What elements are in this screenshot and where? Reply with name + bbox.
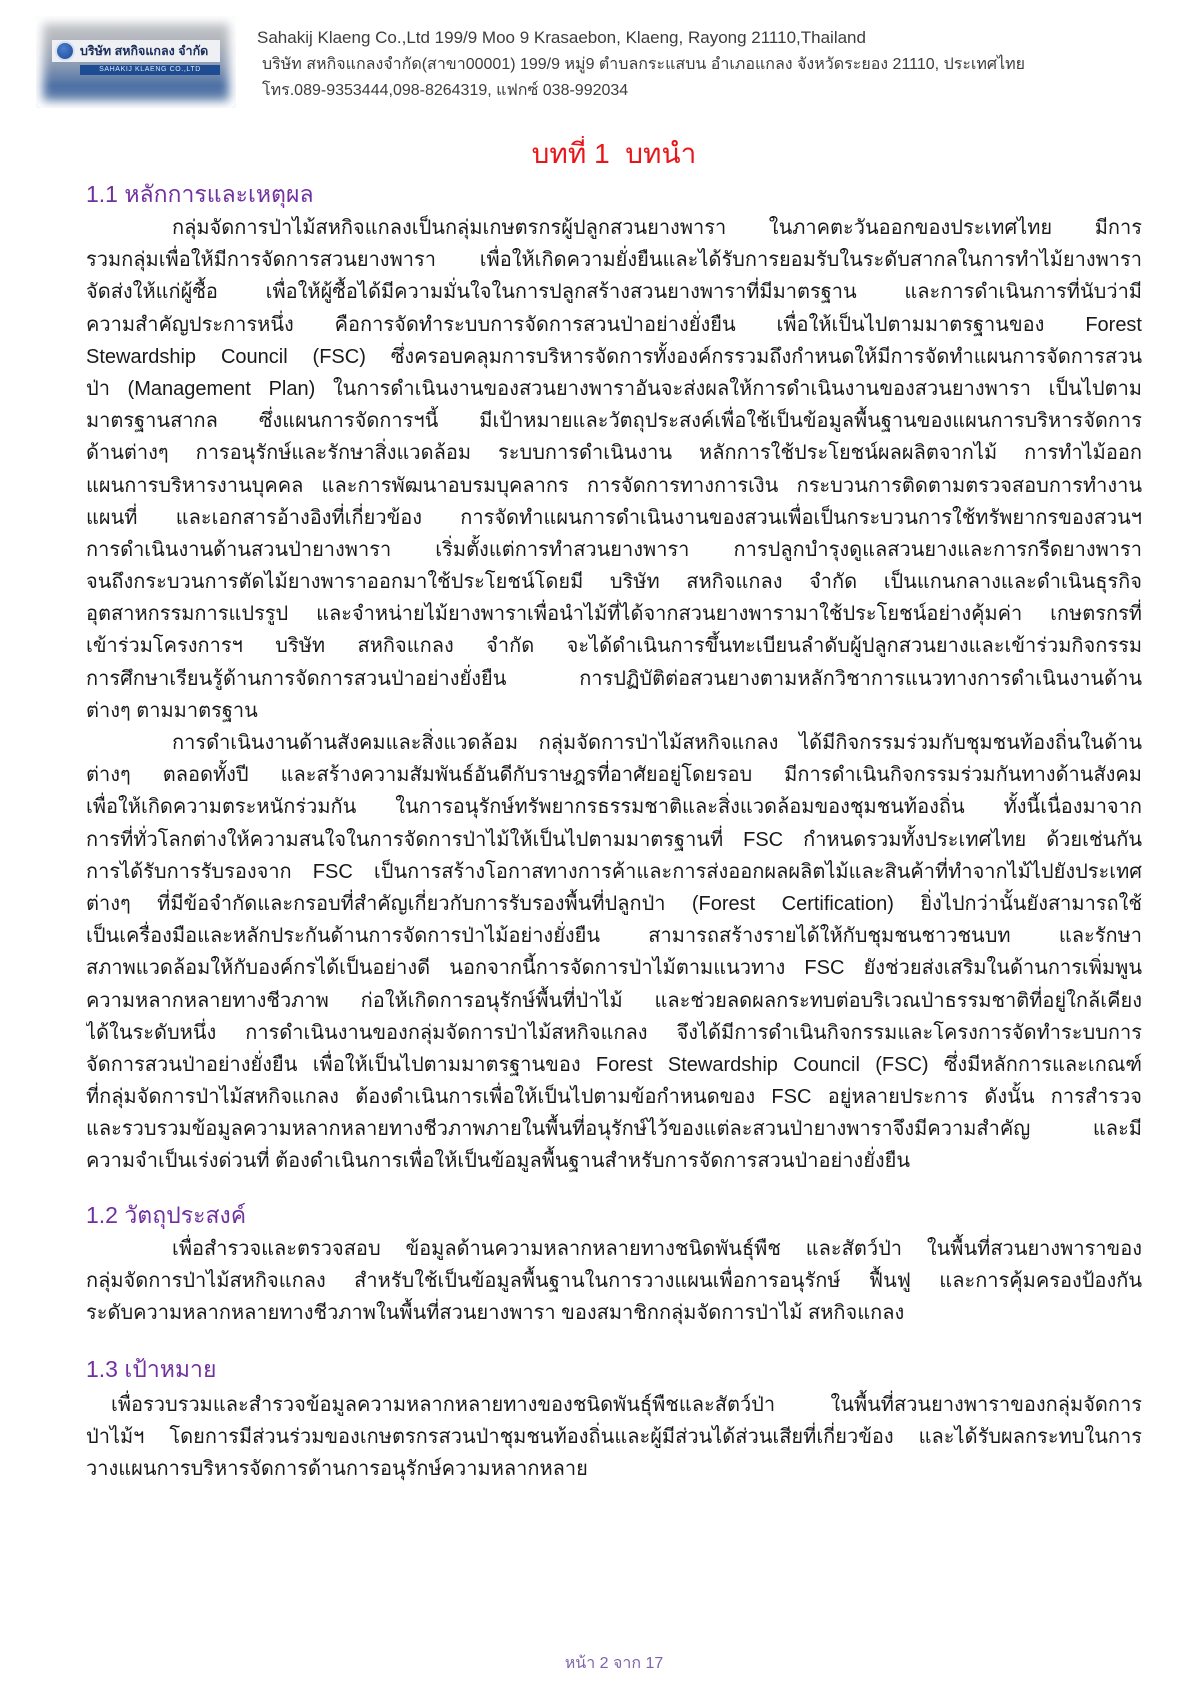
paragraph-line: การดำเนินงานด้านสังคมและสิ่งแวดล้อม กลุ่มจัดการป่าไม้สหกิจแกลง ได้มีกิจกรรมร่วมกับชุมชนท้องถิ่นในด้าน — [172, 732, 1142, 754]
paragraph-line: การศึกษาเรียนรู้ด้านการจัดการสวนป่าอย่างยั่งยืน การปฏิบัติต่อสวนยางตามหลักวิชาการแนวทางการดำเนินงานด้าน — [86, 667, 1142, 690]
section-heading-targets: 1.3 เป้าหมาย — [86, 1356, 217, 1382]
paragraph-line: การได้รับการรับรองจาก FSC เป็นการสร้างโอกาสทางการค้าและการส่งออกผลผลิตไม้และสินค้าที่ทำจากไม้ไปยังประเทศ — [86, 860, 1142, 883]
section-heading-principles: 1.1 หลักการและเหตุผล — [86, 181, 314, 207]
paragraph-line: กลุ่มจัดการป่าไม้สหกิจแกลงเป็นกลุ่มเกษตรกรผู้ปลูกสวนยางพารา ในภาคตะวันออกของประเทศไทย มีการ — [172, 217, 1142, 239]
paragraph-line: ที่กลุ่มจัดการป่าไม้สหกิจแกลง ต้องดำเนินการเพื่อให้เป็นไปตามข้อกำหนดของ FSC อยู่หลายประการ ดังนั้น การสำรวจ — [86, 1086, 1142, 1109]
paragraph-line: เพื่อให้เกิดความตระหนักร่วมกัน ในการอนุรักษ์ทรัพยากรธรรมชาติและสิ่งแวดล้อมของชุมชนท้องถิ่น ทั้งนี้เนื่องมาจาก — [86, 796, 1142, 819]
chapter-title: บทที่ 1 บทนำ — [531, 138, 697, 169]
paragraph-line: เข้าร่วมโครงการฯ บริษัท สหกิจแกลง จำกัด จะได้ดำเนินการขึ้นทะเบียนลำดับผู้ปลูกสวนยางและเข้าร่วมกิจกรรม — [86, 635, 1142, 658]
paragraph-line: วางแผนการบริหารจัดการด้านการอนุรักษ์ความหลากหลาย — [86, 1458, 588, 1481]
address-thai: บริษัท สหกิจแกลงจำกัด(สาขา00001) 199/9 หมู่9 ตำบลกระแสบน อำเภอแกลง จังหวัดระยอง 21110, ประเทศไทย — [262, 55, 1026, 73]
paragraph-line: ความหลากหลายทางชีวภาพ ก่อให้เกิดการอนุรักษ์พื้นที่ป่าไม้ และช่วยลดผลกระทบต่อบริเวณป่าธรรมชาติที่อยู่ใกล้เคียง — [86, 989, 1142, 1012]
logo-name-plate — [52, 40, 220, 62]
section-body-targets — [86, 1389, 1142, 1486]
paragraph-line: อุตสาหกรรมการแปรรูป และจำหน่ายไม้ยางพาราเพื่อนำไม้ที่ได้จากสวนยางพารามาใช้ประโยชน์อย่างคุ้มค่า เกษตรกรที่ — [86, 603, 1142, 626]
paragraph-line: ต่างๆ ตามมาตรฐาน — [86, 699, 258, 722]
paragraph-line: ความสำคัญประการหนึ่ง คือการจัดทำระบบการจัดการสวนป่าอย่างยั่งยืน เพื่อให้เป็นไปตามมาตรฐานของ Forest — [86, 313, 1142, 336]
logo-emblem-icon — [55, 41, 75, 61]
paragraph-line: การดำเนินงานด้านสวนป่ายางพารา เริ่มตั้งแต่การทำสวนยางพารา การปลูกบำรุงดูแลสวนยางและการกรีดยางพารา — [86, 538, 1142, 561]
paragraph-line: ป่า (Management Plan) ในการดำเนินงานของสวนยางพาราอันจะส่งผลให้การดำเนินงานของสวนยางพารา เป็นไปตาม — [86, 377, 1142, 400]
address-english: Sahakij Klaeng Co.,Ltd 199/9 Moo 9 Krasaebon, Klaeng, Rayong 21110,Thailand — [257, 28, 866, 47]
paragraph-line: ต่างๆ ตลอดทั้งปี และสร้างความสัมพันธ์อันดีกับราษฎรที่อาศัยอยู่โดยรอบ มีการดำเนินกิจกรรมร่วมกันทางด้านสังคม — [86, 764, 1142, 787]
paragraph-line: ได้ในระดับหนึ่ง การดำเนินงานของกลุ่มจัดการป่าไม้สหกิจแกลง จึงได้มีการดำเนินกิจกรรมและโครงการจัดทำระบบการ — [86, 1021, 1142, 1044]
logo-english-name: SAHAKIJ KLAENG CO.,LTD — [80, 65, 220, 75]
paragraph-line: รวมกลุ่มเพื่อให้มีการจัดการสวนยางพารา เพื่อให้เกิดความยั่งยืนและได้รับการยอมรับในระดับสากลในการทำไม้ยางพารา — [86, 249, 1142, 272]
logo-thai-name: บริษัท สหกิจแกลง จำกัด — [80, 44, 209, 58]
paragraph — [86, 1233, 1142, 1330]
paragraph-line: Stewardship Council (FSC) ซึ่งครอบคลุมการบริหารจัดการทั้งองค์กรรวมถึงกำหนดให้มีการจัดทำแผนการจัดการสวน — [86, 345, 1142, 368]
paragraph-line: มาตรฐานสากล ซึ่งแผนการจัดการฯนี้ มีเป้าหมายและวัตถุประสงค์เพื่อใช้เป็นข้อมูลพื้นฐานของแผนการบริหารจัดการ — [86, 410, 1142, 433]
paragraph-line: จัดการสวนป่าอย่างยั่งยืน เพื่อให้เป็นไปตามมาตรฐานของ Forest Stewardship Council (FSC) ซึ่งมีหลักการและเกณฑ์ — [86, 1053, 1142, 1076]
page-number: หน้า 2 จาก 17 — [564, 1655, 664, 1672]
paragraph-line: เป็นเครื่องมือและหลักประกันด้านการจัดการป่าไม้อย่างยั่งยืน สามารถสร้างรายได้ให้กับชุมชนชาวชนบท และรักษา — [86, 925, 1142, 948]
paragraph-line: แผนที่ และเอกสารอ้างอิงที่เกี่ยวข้อง การจัดทำแผนการดำเนินงานของสวนเพื่อเป็นกระบวนการใช้ทรัพยากรของสวนฯ — [86, 506, 1142, 529]
section-body-objectives — [86, 1233, 1142, 1330]
paragraph-line: จัดส่งให้แก่ผู้ซื้อ เพื่อให้ผู้ซื้อได้มีความมั่นใจในการปลูกสร้างสวนยางพาราที่มีมาตรฐาน และการดำเนินการที่นับว่ามี — [86, 281, 1142, 304]
paragraph-line: เพื่อสำรวจและตรวจสอบ ข้อมูลด้านความหลากหลายทางชนิดพันธุ์พืช และสัตว์ป่า ในพื้นที่สวนยางพาราของ — [172, 1238, 1142, 1260]
paragraph-line: จนถึงกระบวนการตัดไม้ยางพาราออกมาใช้ประโยชน์โดยมี บริษัท สหกิจแกลง จำกัด เป็นแกนกลางและดำเนินธุรกิจ — [86, 571, 1142, 594]
paragraph-line: การที่ทั่วโลกต่างให้ความสนใจในการจัดการป่าไม้ให้เป็นไปตามมาตรฐานที่ FSC กำหนดรวมทั้งประเทศไทย ด้วยเช่นกัน — [86, 828, 1142, 851]
paragraph-line: ด้านต่างๆ การอนุรักษ์และรักษาสิ่งแวดล้อม ระบบการดำเนินงาน หลักการใช้ประโยชน์ผลผลิตจากไม้ การทำไม้ออก — [86, 442, 1142, 465]
paragraph-line: ป่าไม้ฯ โดยการมีส่วนร่วมของเกษตรกรสวนป่าชุมชนท้องถิ่นและผู้มีส่วนได้ส่วนเสียที่เกี่ยวข้อง และได้รับผลกระทบในการ — [86, 1426, 1142, 1449]
paragraph-line: เพื่อรวบรวมและสำรวจข้อมูลความหลากหลายทางของชนิดพันธุ์พืชและสัตว์ป่า ในพื้นที่สวนยางพาราของกลุ่มจัดการ — [111, 1394, 1142, 1416]
paragraph-line: กลุ่มจัดการป่าไม้สหกิจแกลง สำหรับใช้เป็นข้อมูลพื้นฐานในการวางแผนเพื่อการอนุรักษ์ ฟื้นฟู และการคุ้มครองป้องกัน — [86, 1270, 1142, 1293]
paragraph-line: ระดับความหลากหลายทางชีวภาพในพื้นที่สวนยางพารา ของสมาชิกกลุ่มจัดการป่าไม้ สหกิจแกลง — [86, 1302, 905, 1325]
paragraph-line: ต่างๆ ที่มีข้อจำกัดและกรอบที่สำคัญเกี่ยวกับการรับรองพื้นที่ปลูกป่า (Forest Certification) ยิ่งไปกว่านั้นยังสามารถใช้ — [86, 892, 1142, 915]
company-logo — [36, 16, 236, 108]
paragraph-line: และรวบรวมข้อมูลความหลากหลายทางชีวภาพภายในพื้นที่อนุรักษ์ไว้ของแต่ละสวนป่ายางพาราจึงมีความสำคัญ และมี — [86, 1118, 1142, 1141]
paragraph — [86, 727, 1142, 1178]
contact-numbers: โทร.089-9353444,098-8264319, แฟกซ์ 038-992034 — [262, 82, 629, 99]
paragraph-line: ความจำเป็นเร่งด่วนที่ ต้องดำเนินการเพื่อให้เป็นข้อมูลพื้นฐานสำหรับการจัดการสวนป่าอย่างยั่งยืน — [86, 1150, 911, 1173]
paragraph — [86, 212, 1142, 727]
section-body-principles — [86, 212, 1142, 1178]
section-heading-objectives: 1.2 วัตถุประสงค์ — [86, 1202, 247, 1228]
paragraph-line: สภาพแวดล้อมให้กับองค์กรได้เป็นอย่างดี นอกจากนี้การจัดการป่าไม้ตามแนวทาง FSC ยังช่วยส่งเสริมในด้านการเพิ่มพูน — [86, 957, 1142, 980]
paragraph — [86, 1389, 1142, 1486]
paragraph-line: แผนการบริหารงานบุคคล และการพัฒนาอบรมบุคลากร การจัดการทางการเงิน กระบวนการติดตามตรวจสอบการทำงาน — [86, 474, 1142, 497]
letterhead-address — [257, 25, 1177, 105]
